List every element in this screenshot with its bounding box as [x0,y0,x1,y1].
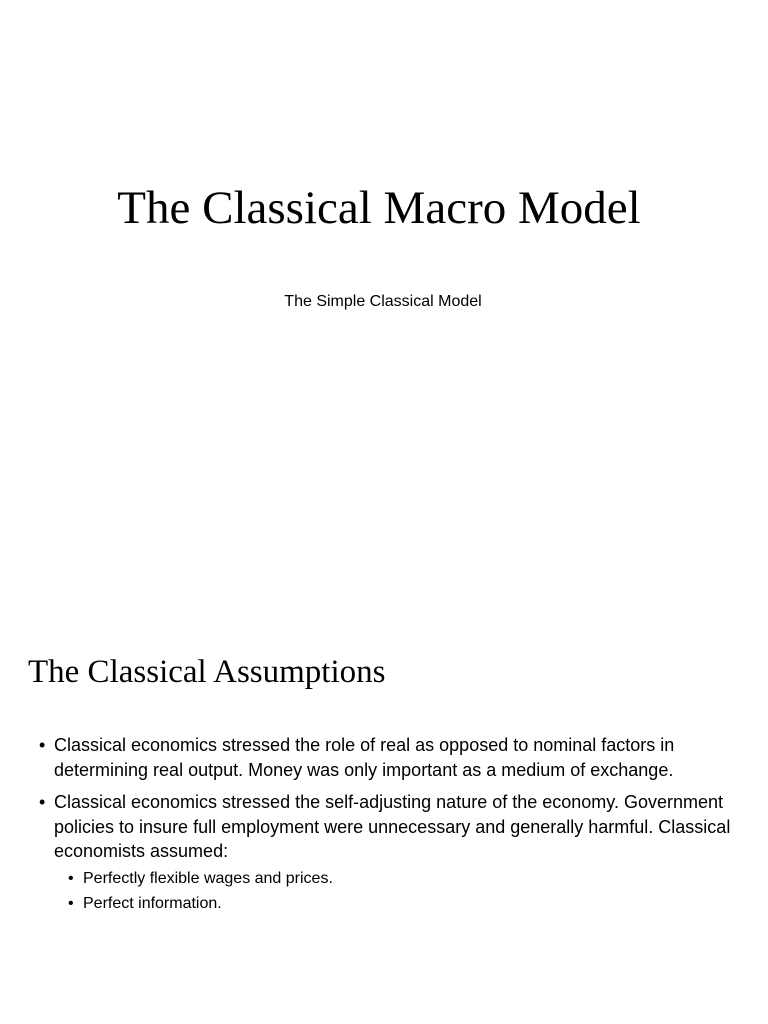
slide-assumptions [0,576,768,1024]
sub-bullet-icon: • [68,894,74,912]
sub-bullet-text: Perfect information. [83,894,222,912]
sub-bullet-text: Perfectly flexible wages and prices. [83,869,333,887]
slide-subtitle: The Simple Classical Model [284,293,482,310]
sub-bullet-item [54,891,748,916]
bullet-list [0,733,768,924]
bullet-item [0,733,768,782]
bullet-item [0,790,768,916]
sub-bullet-icon: • [68,869,74,887]
bullet-icon: • [39,735,46,755]
section-title: The Classical Assumptions [28,654,386,690]
sub-bullet-item [54,866,748,891]
bullet-icon: • [39,792,46,812]
slide-title-heading: The Classical Macro Model [117,182,641,234]
sub-bullet-list [54,866,748,916]
bullet-text: Classical economics stressed the role of real as opposed to nominal factors in determining real output. Money was only important as a medium of exchange. [54,735,675,780]
bullet-text: Classical economics stressed the self-adjusting nature of the economy. Government policies to insure full employment were unnecessary and generally harmful. Classical economists assumed: [54,792,731,861]
